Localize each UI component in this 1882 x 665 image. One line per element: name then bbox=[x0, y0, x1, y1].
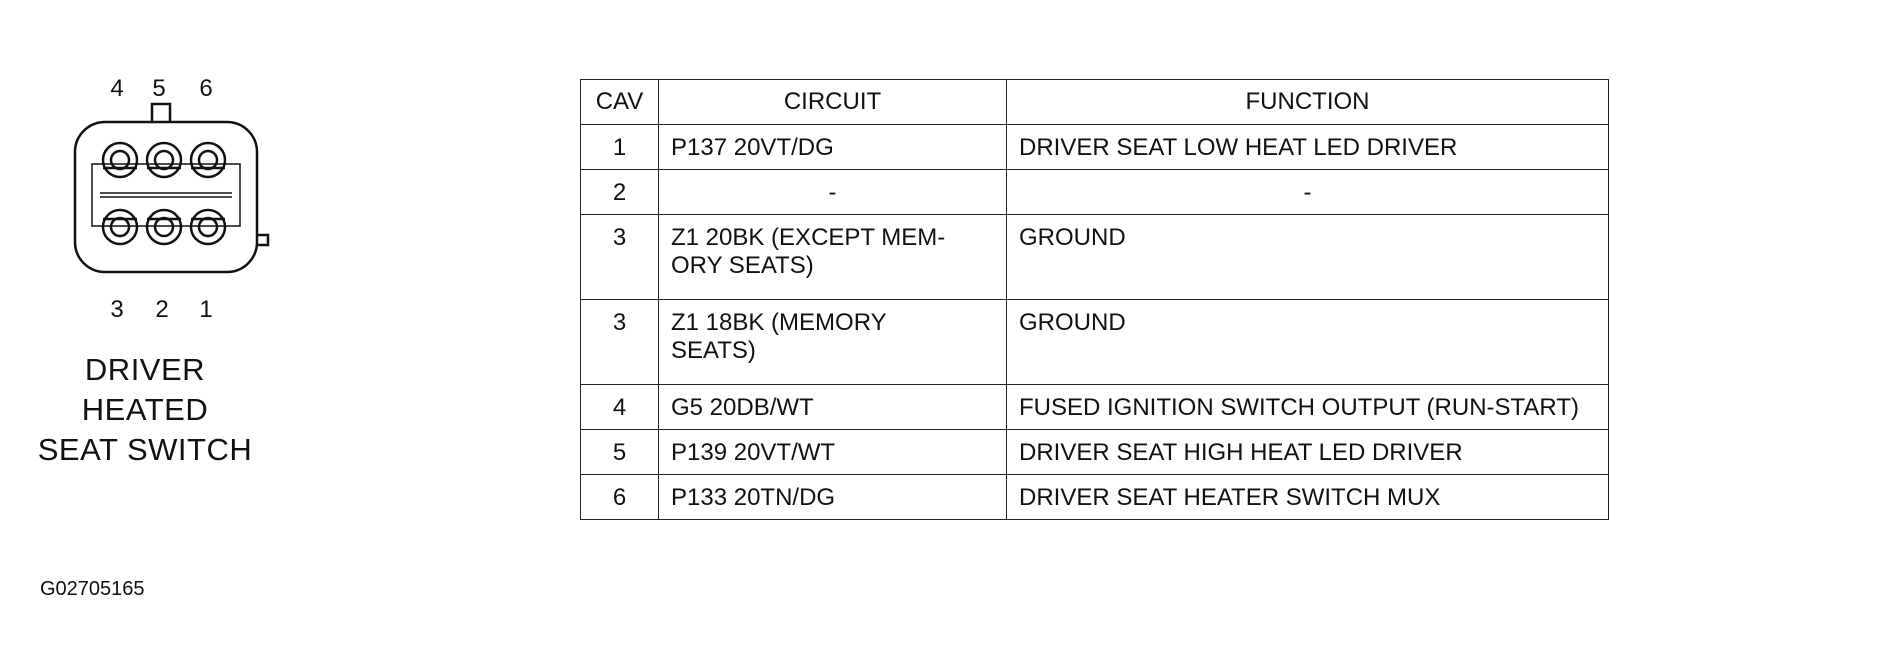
cell-cav: 2 bbox=[581, 170, 659, 215]
table-row bbox=[581, 475, 1609, 520]
header-function: FUNCTION bbox=[1007, 80, 1609, 125]
table-row bbox=[581, 430, 1609, 475]
connector-face-icon bbox=[40, 60, 290, 300]
cell-circuit: Z1 20BK (EXCEPT MEM- ORY SEATS) bbox=[659, 215, 1007, 300]
pin-label-2: 2 bbox=[155, 296, 169, 323]
cell-function: DRIVER SEAT LOW HEAT LED DRIVER bbox=[1007, 125, 1609, 170]
table-row bbox=[581, 125, 1609, 170]
table-header-row bbox=[581, 80, 1609, 125]
connector-title bbox=[20, 350, 270, 470]
cell-circuit: P133 20TN/DG bbox=[659, 475, 1007, 520]
cell-circuit: P139 20VT/WT bbox=[659, 430, 1007, 475]
cell-circuit: Z1 18BK (MEMORY SEATS) bbox=[659, 300, 1007, 385]
cell-function: DRIVER SEAT HIGH HEAT LED DRIVER bbox=[1007, 430, 1609, 475]
pin-label-4: 4 bbox=[110, 75, 124, 102]
header-cav: CAV bbox=[581, 80, 659, 125]
table-row bbox=[581, 170, 1609, 215]
pin-label-1: 1 bbox=[199, 296, 213, 323]
pin-label-6: 6 bbox=[199, 75, 213, 102]
cell-cav: 5 bbox=[581, 430, 659, 475]
cell-cav: 3 bbox=[581, 300, 659, 385]
cell-function: DRIVER SEAT HEATER SWITCH MUX bbox=[1007, 475, 1609, 520]
pin-label-3: 3 bbox=[110, 296, 124, 323]
connector-title-line2: SEAT SWITCH bbox=[37, 432, 253, 467]
cell-function: GROUND bbox=[1007, 300, 1609, 385]
cell-cav: 3 bbox=[581, 215, 659, 300]
cell-cav: 1 bbox=[581, 125, 659, 170]
cell-function: FUSED IGNITION SWITCH OUTPUT (RUN-START) bbox=[1007, 385, 1609, 430]
table-row bbox=[581, 300, 1609, 385]
table-row bbox=[581, 215, 1609, 300]
cell-circuit: P137 20VT/DG bbox=[659, 125, 1007, 170]
cell-function: GROUND bbox=[1007, 215, 1609, 300]
header-circuit: CIRCUIT bbox=[659, 80, 1007, 125]
cell-cav: 6 bbox=[581, 475, 659, 520]
pinout-table bbox=[580, 79, 1609, 520]
cell-cav: 4 bbox=[581, 385, 659, 430]
cell-function: - bbox=[1007, 170, 1609, 215]
pin-label-5: 5 bbox=[152, 75, 166, 102]
connector-title-line1: DRIVER HEATED bbox=[81, 352, 209, 427]
figure-id: G02705165 bbox=[40, 578, 145, 600]
table-row bbox=[581, 385, 1609, 430]
cell-circuit: G5 20DB/WT bbox=[659, 385, 1007, 430]
connector-diagram bbox=[40, 60, 290, 323]
cell-circuit: - bbox=[659, 170, 1007, 215]
